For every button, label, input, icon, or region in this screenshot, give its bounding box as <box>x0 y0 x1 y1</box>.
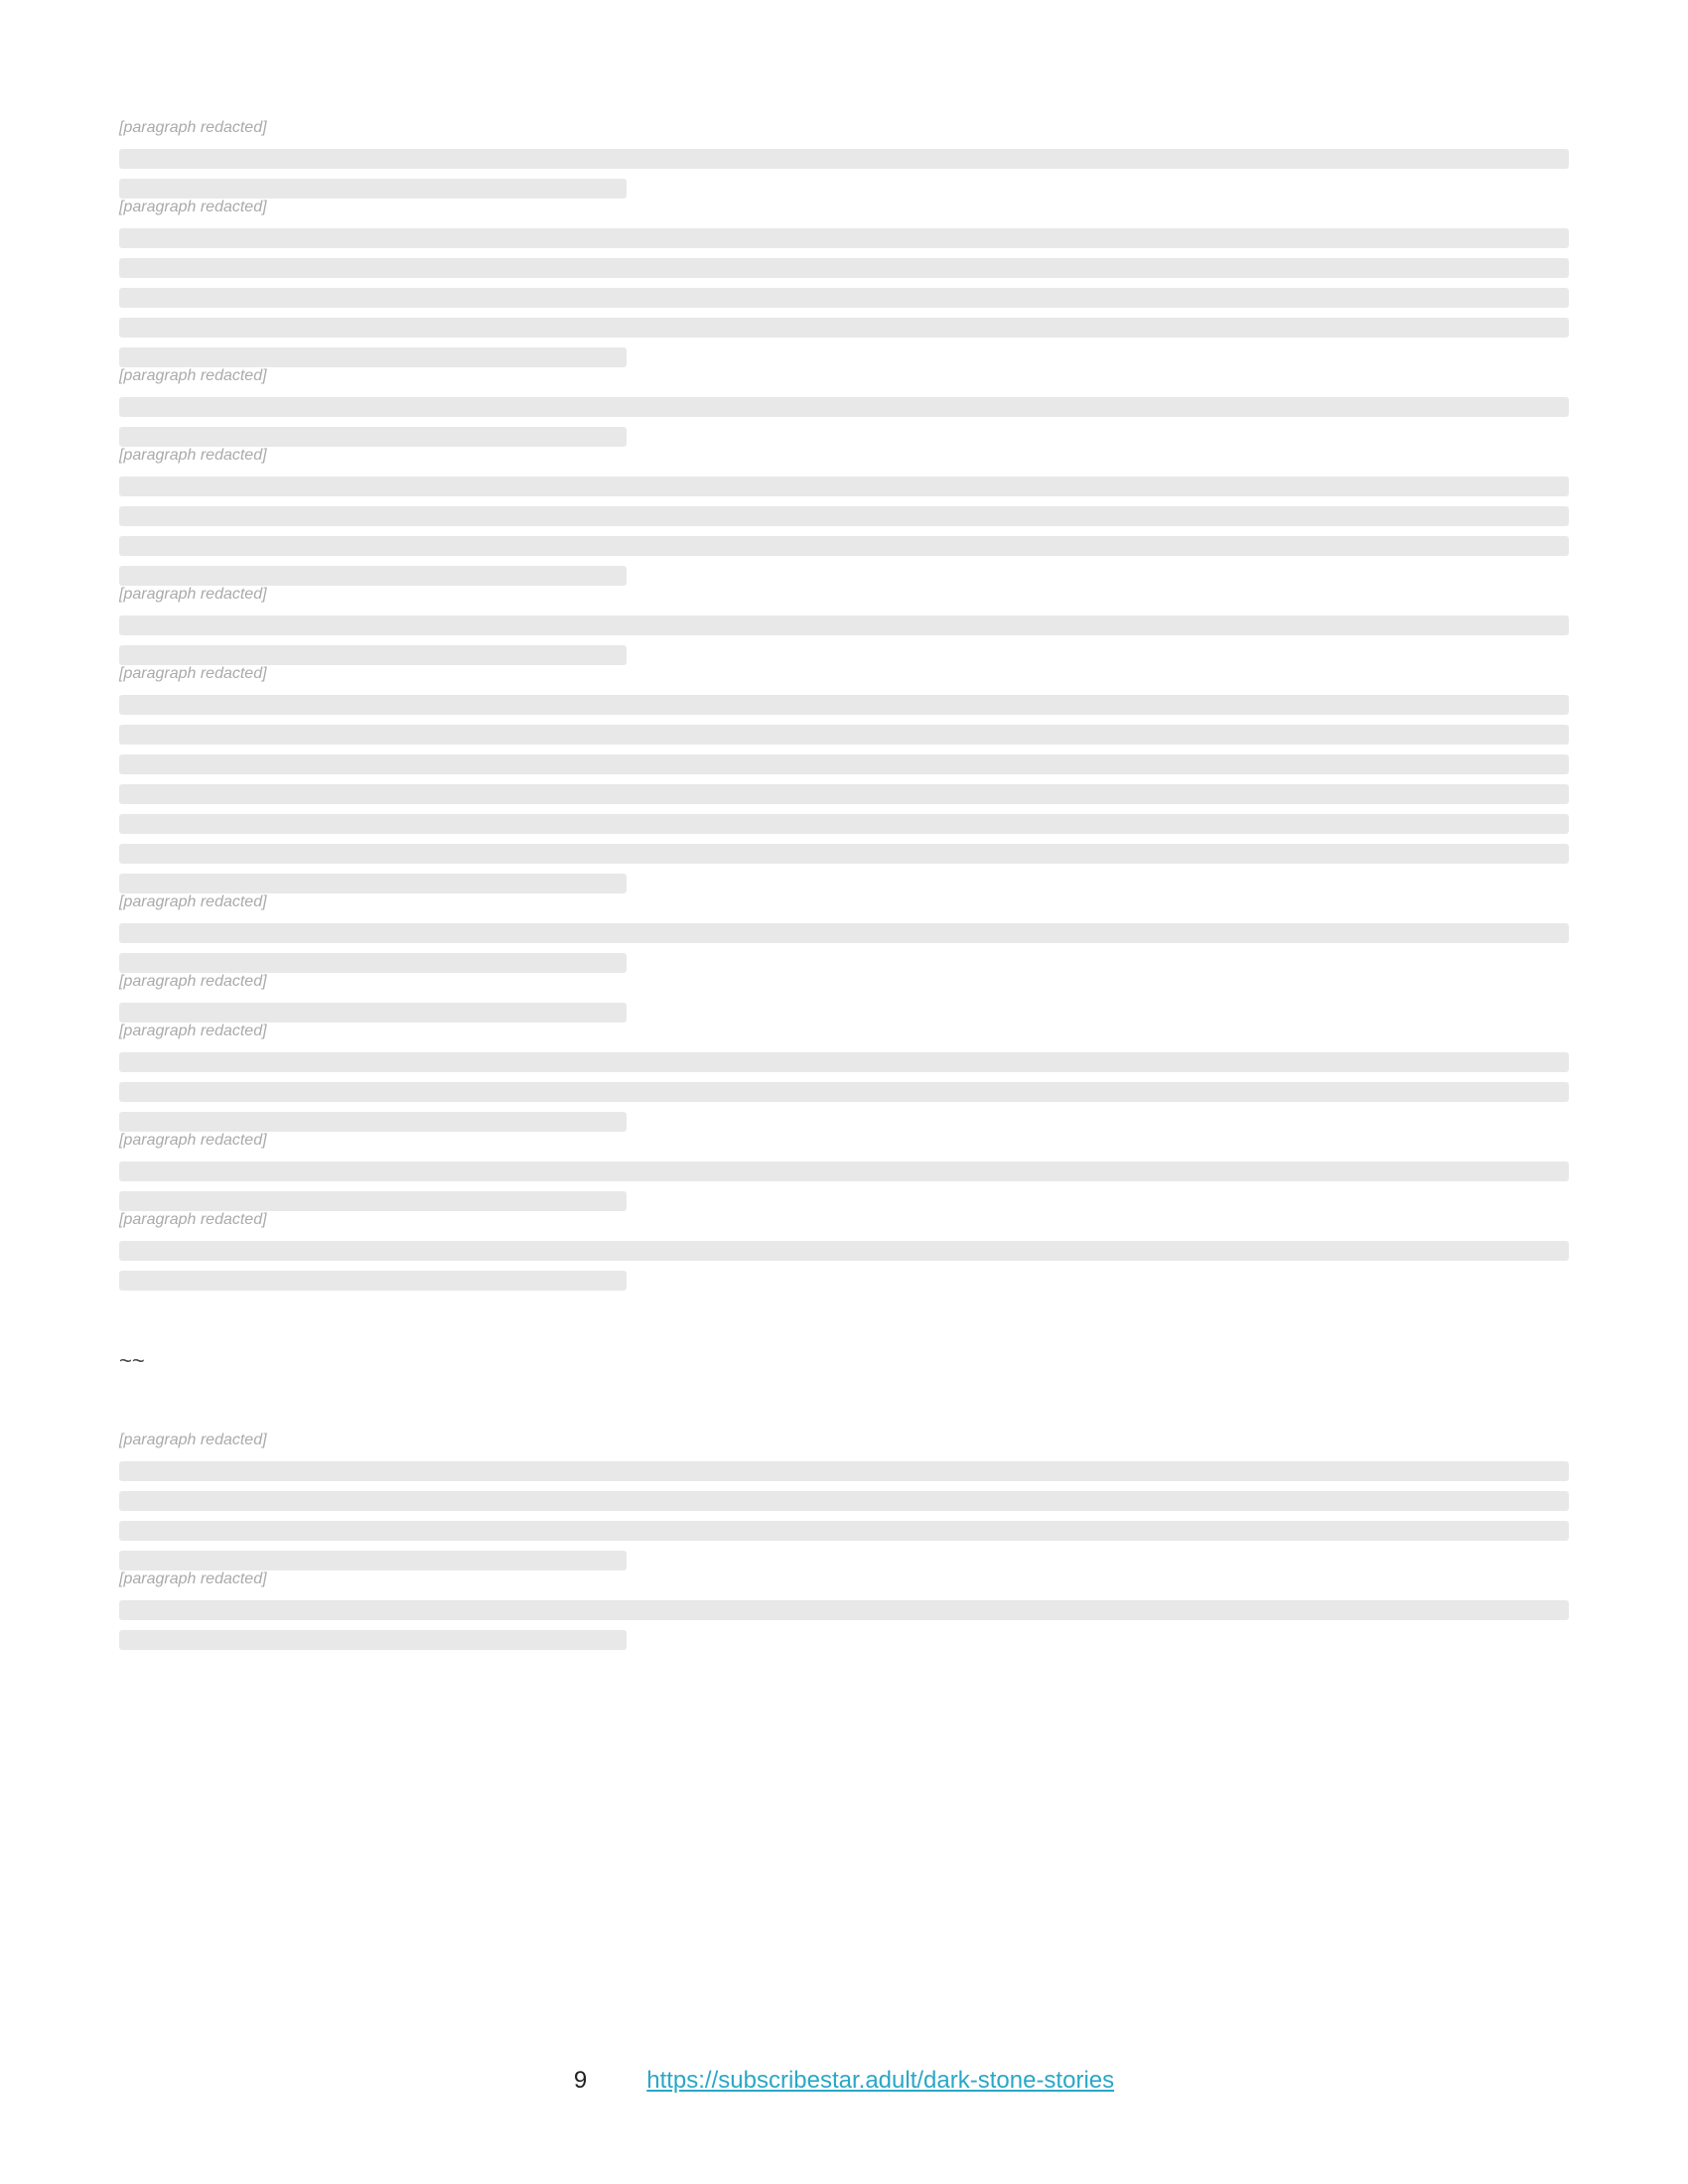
redacted-text-line <box>119 228 1569 248</box>
page-number: 9 <box>573 2067 588 2094</box>
redacted-text-line <box>119 844 1569 864</box>
redacted-text-line <box>119 149 1569 169</box>
redacted-text-line <box>119 1271 627 1291</box>
page-footer <box>119 2067 1569 2095</box>
redacted-text-line <box>119 725 1569 745</box>
redacted-text-line <box>119 506 1569 526</box>
redacted-text-line <box>119 179 627 199</box>
redacted-paragraph: [paragraph redacted] <box>119 586 1569 665</box>
redacted-text-line <box>119 1082 1569 1102</box>
redacted-text-line <box>119 953 627 973</box>
redacted-paragraph: [paragraph redacted] <box>119 1432 1569 1570</box>
redacted-text-line <box>119 1112 627 1132</box>
redacted-text-line <box>119 874 627 893</box>
redacted-paragraph: [paragraph redacted] <box>119 1211 1569 1291</box>
redacted-paragraph: [paragraph redacted] <box>119 367 1569 447</box>
redacted-paragraph: [paragraph redacted] <box>119 199 1569 367</box>
section-divider: ~~ <box>119 1348 145 1373</box>
redacted-paragraph: [paragraph redacted] <box>119 665 1569 893</box>
redacted-text-line <box>119 1461 1569 1481</box>
redacted-text-line <box>119 397 1569 417</box>
redacted-text-line <box>119 566 627 586</box>
redacted-paragraph: [paragraph redacted] <box>119 973 1569 1023</box>
redacted-text-line <box>119 288 1569 308</box>
redacted-text-line <box>119 1521 1569 1541</box>
redacted-text-line <box>119 1491 1569 1511</box>
redacted-text-line <box>119 1191 627 1211</box>
footer-link[interactable]: https://subscribestar.adult/dark-stone-stories <box>646 2067 1115 2094</box>
redacted-text-line <box>119 1551 627 1570</box>
redacted-text-line <box>119 754 1569 774</box>
redacted-text-line <box>119 645 627 665</box>
redacted-text-line <box>119 1003 627 1023</box>
redacted-paragraph: [paragraph redacted] <box>119 1570 1569 1650</box>
redacted-text-line <box>119 347 627 367</box>
redacted-text-line <box>119 477 1569 496</box>
redacted-text-line <box>119 318 1569 338</box>
redacted-paragraph: [paragraph redacted] <box>119 119 1569 199</box>
redacted-text-line <box>119 814 1569 834</box>
redacted-text-line <box>119 1630 627 1650</box>
redacted-text-line <box>119 923 1569 943</box>
redacted-paragraph: [paragraph redacted] <box>119 1132 1569 1211</box>
redacted-text-line <box>119 258 1569 278</box>
redacted-text-line <box>119 784 1569 804</box>
redacted-text-line <box>119 536 1569 556</box>
redacted-text-line <box>119 695 1569 715</box>
redacted-text-line <box>119 1600 1569 1620</box>
redacted-text-line <box>119 1241 1569 1261</box>
redacted-paragraph: [paragraph redacted] <box>119 893 1569 973</box>
redacted-paragraph: [paragraph redacted] <box>119 447 1569 586</box>
redacted-text-line <box>119 427 627 447</box>
page-content <box>119 119 1569 2067</box>
redacted-paragraph: [paragraph redacted] <box>119 1023 1569 1132</box>
redacted-text-line <box>119 1052 1569 1072</box>
redacted-text-line <box>119 1161 1569 1181</box>
redacted-text-line <box>119 615 1569 635</box>
